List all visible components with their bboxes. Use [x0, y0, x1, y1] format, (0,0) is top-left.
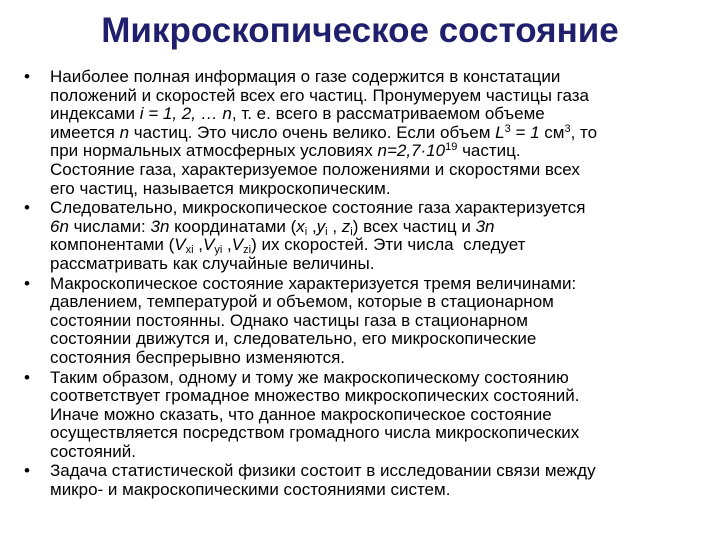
- text-run: Задача статистической физики состоит в исследовании связи между: [50, 461, 596, 481]
- subscript: i: [325, 225, 328, 238]
- text-run: ,: [327, 216, 342, 236]
- text-run: Иначе можно сказать, что данное макроскопическое состояние: [50, 404, 552, 424]
- subscript: yi: [214, 244, 223, 257]
- bullet-marker: •: [24, 367, 30, 387]
- text-run: ,: [307, 216, 317, 236]
- text-run: его частиц, называется микроскопическим.: [50, 178, 391, 198]
- text-run: координатами (: [169, 216, 297, 236]
- text-run: ) всех частиц и: [352, 216, 476, 236]
- text-line: [50, 481, 710, 500]
- text-line: [50, 124, 710, 143]
- text-run: частиц. Это число очень велико. Если объем: [129, 122, 496, 142]
- text-run: ,: [193, 235, 204, 255]
- text-line: [50, 387, 710, 406]
- text-line: [50, 236, 710, 255]
- text-run: Наиболее полная информация о газе содержится в констатации: [50, 67, 561, 86]
- text-line: [50, 180, 710, 199]
- subscript: zi: [243, 244, 252, 257]
- text-run: имеется: [50, 122, 120, 142]
- text-line: [50, 105, 710, 124]
- italic-symbol: i = 1, 2, … n: [139, 104, 232, 124]
- text-line: [50, 68, 710, 87]
- italic-symbol: z: [341, 216, 351, 236]
- text-run: ,: [222, 235, 232, 255]
- italic-symbol: n=2,7·10: [377, 141, 446, 161]
- text-run: частиц.: [457, 141, 521, 161]
- text-run: микро- и макроскопическими состояниями систем.: [50, 480, 451, 500]
- italic-symbol: V: [174, 235, 186, 255]
- bullet-marker: •: [24, 198, 30, 218]
- text-run: рассматривать как случайные величины.: [50, 253, 375, 273]
- text-run: давлением, температурой и объемом, которые в стационарном: [50, 292, 554, 312]
- text-line: [50, 369, 710, 388]
- italic-symbol: V: [203, 235, 215, 255]
- bullet-item: [22, 462, 710, 499]
- italic-symbol: 3n: [475, 216, 495, 236]
- bullet-item: [22, 68, 710, 198]
- text-line: [50, 218, 710, 237]
- bullet-marker: •: [24, 461, 30, 481]
- slide-title: Микроскопическое состояние: [101, 11, 619, 50]
- text-run: осуществляется посредством громадного числа микроскопических: [50, 423, 580, 443]
- text-line: [50, 349, 710, 368]
- text-line: [50, 293, 710, 312]
- subscript: i: [304, 225, 308, 238]
- text-run: см: [539, 122, 565, 142]
- italic-symbol: V: [231, 235, 244, 255]
- italic-symbol: 6n: [50, 216, 69, 236]
- text-run: состоянии движутся и, следовательно, его микроскопические: [50, 329, 537, 349]
- subscript: xi: [185, 244, 194, 257]
- text-line: [50, 406, 710, 425]
- text-run: состоянии постоянны. Однако частицы газа в стационарном: [50, 310, 528, 330]
- text-run: индексами: [50, 104, 140, 124]
- text-line: [50, 312, 710, 331]
- text-run: состояния беспрерывно изменяются.: [50, 347, 346, 367]
- text-run: состояний.: [50, 441, 137, 461]
- bullet-item: [22, 199, 710, 273]
- italic-symbol: y: [316, 216, 326, 236]
- italic-symbol: = 1: [510, 122, 540, 142]
- text-run: , то: [570, 122, 598, 142]
- text-run: положений и скоростей всех его частиц. Пронумеруем частицы газа: [50, 85, 589, 105]
- text-line: [50, 199, 710, 218]
- text-run: Таким образом, одному и тому же макроскопическому состоянию: [50, 367, 569, 387]
- text-line: [50, 443, 710, 462]
- italic-symbol: 3n: [150, 216, 170, 236]
- text-run: , т. е. всего в рассматриваемом объеме: [231, 104, 545, 124]
- italic-symbol: x: [296, 216, 305, 236]
- bullet-item: [22, 275, 710, 368]
- superscript: 19: [445, 141, 458, 154]
- text-line: [50, 161, 710, 180]
- subscript: i: [350, 225, 353, 238]
- italic-symbol: L: [495, 122, 505, 142]
- text-line: [50, 142, 710, 161]
- text-line: [50, 462, 710, 481]
- text-line: [50, 275, 710, 294]
- bullet-item: [22, 369, 710, 462]
- text-run: Следовательно, микроскопическое состояние газа характеризуется: [50, 198, 586, 218]
- text-run: Состояние газа, характеризуемое положениями и скоростями всех: [50, 159, 580, 179]
- text-line: [50, 424, 710, 443]
- text-run: ) их скоростей. Эти числа следует: [251, 235, 526, 255]
- text-run: при нормальных атмосферных условиях: [50, 141, 378, 161]
- bullet-marker: •: [24, 67, 30, 86]
- superscript: 3: [504, 122, 511, 135]
- bullet-marker: •: [24, 273, 30, 293]
- text-line: [50, 255, 710, 274]
- text-run: компонентами (: [50, 235, 175, 255]
- superscript: 3: [564, 122, 571, 135]
- italic-symbol: n: [119, 122, 130, 142]
- text-run: соответствует громадное множество микроскопических состояний.: [50, 386, 580, 406]
- bullet-list: [22, 68, 710, 501]
- text-line: [50, 87, 710, 106]
- text-run: Макроскопическое состояние характеризуется тремя величинами:: [50, 273, 577, 293]
- text-run: числами:: [68, 216, 151, 236]
- text-line: [50, 330, 710, 349]
